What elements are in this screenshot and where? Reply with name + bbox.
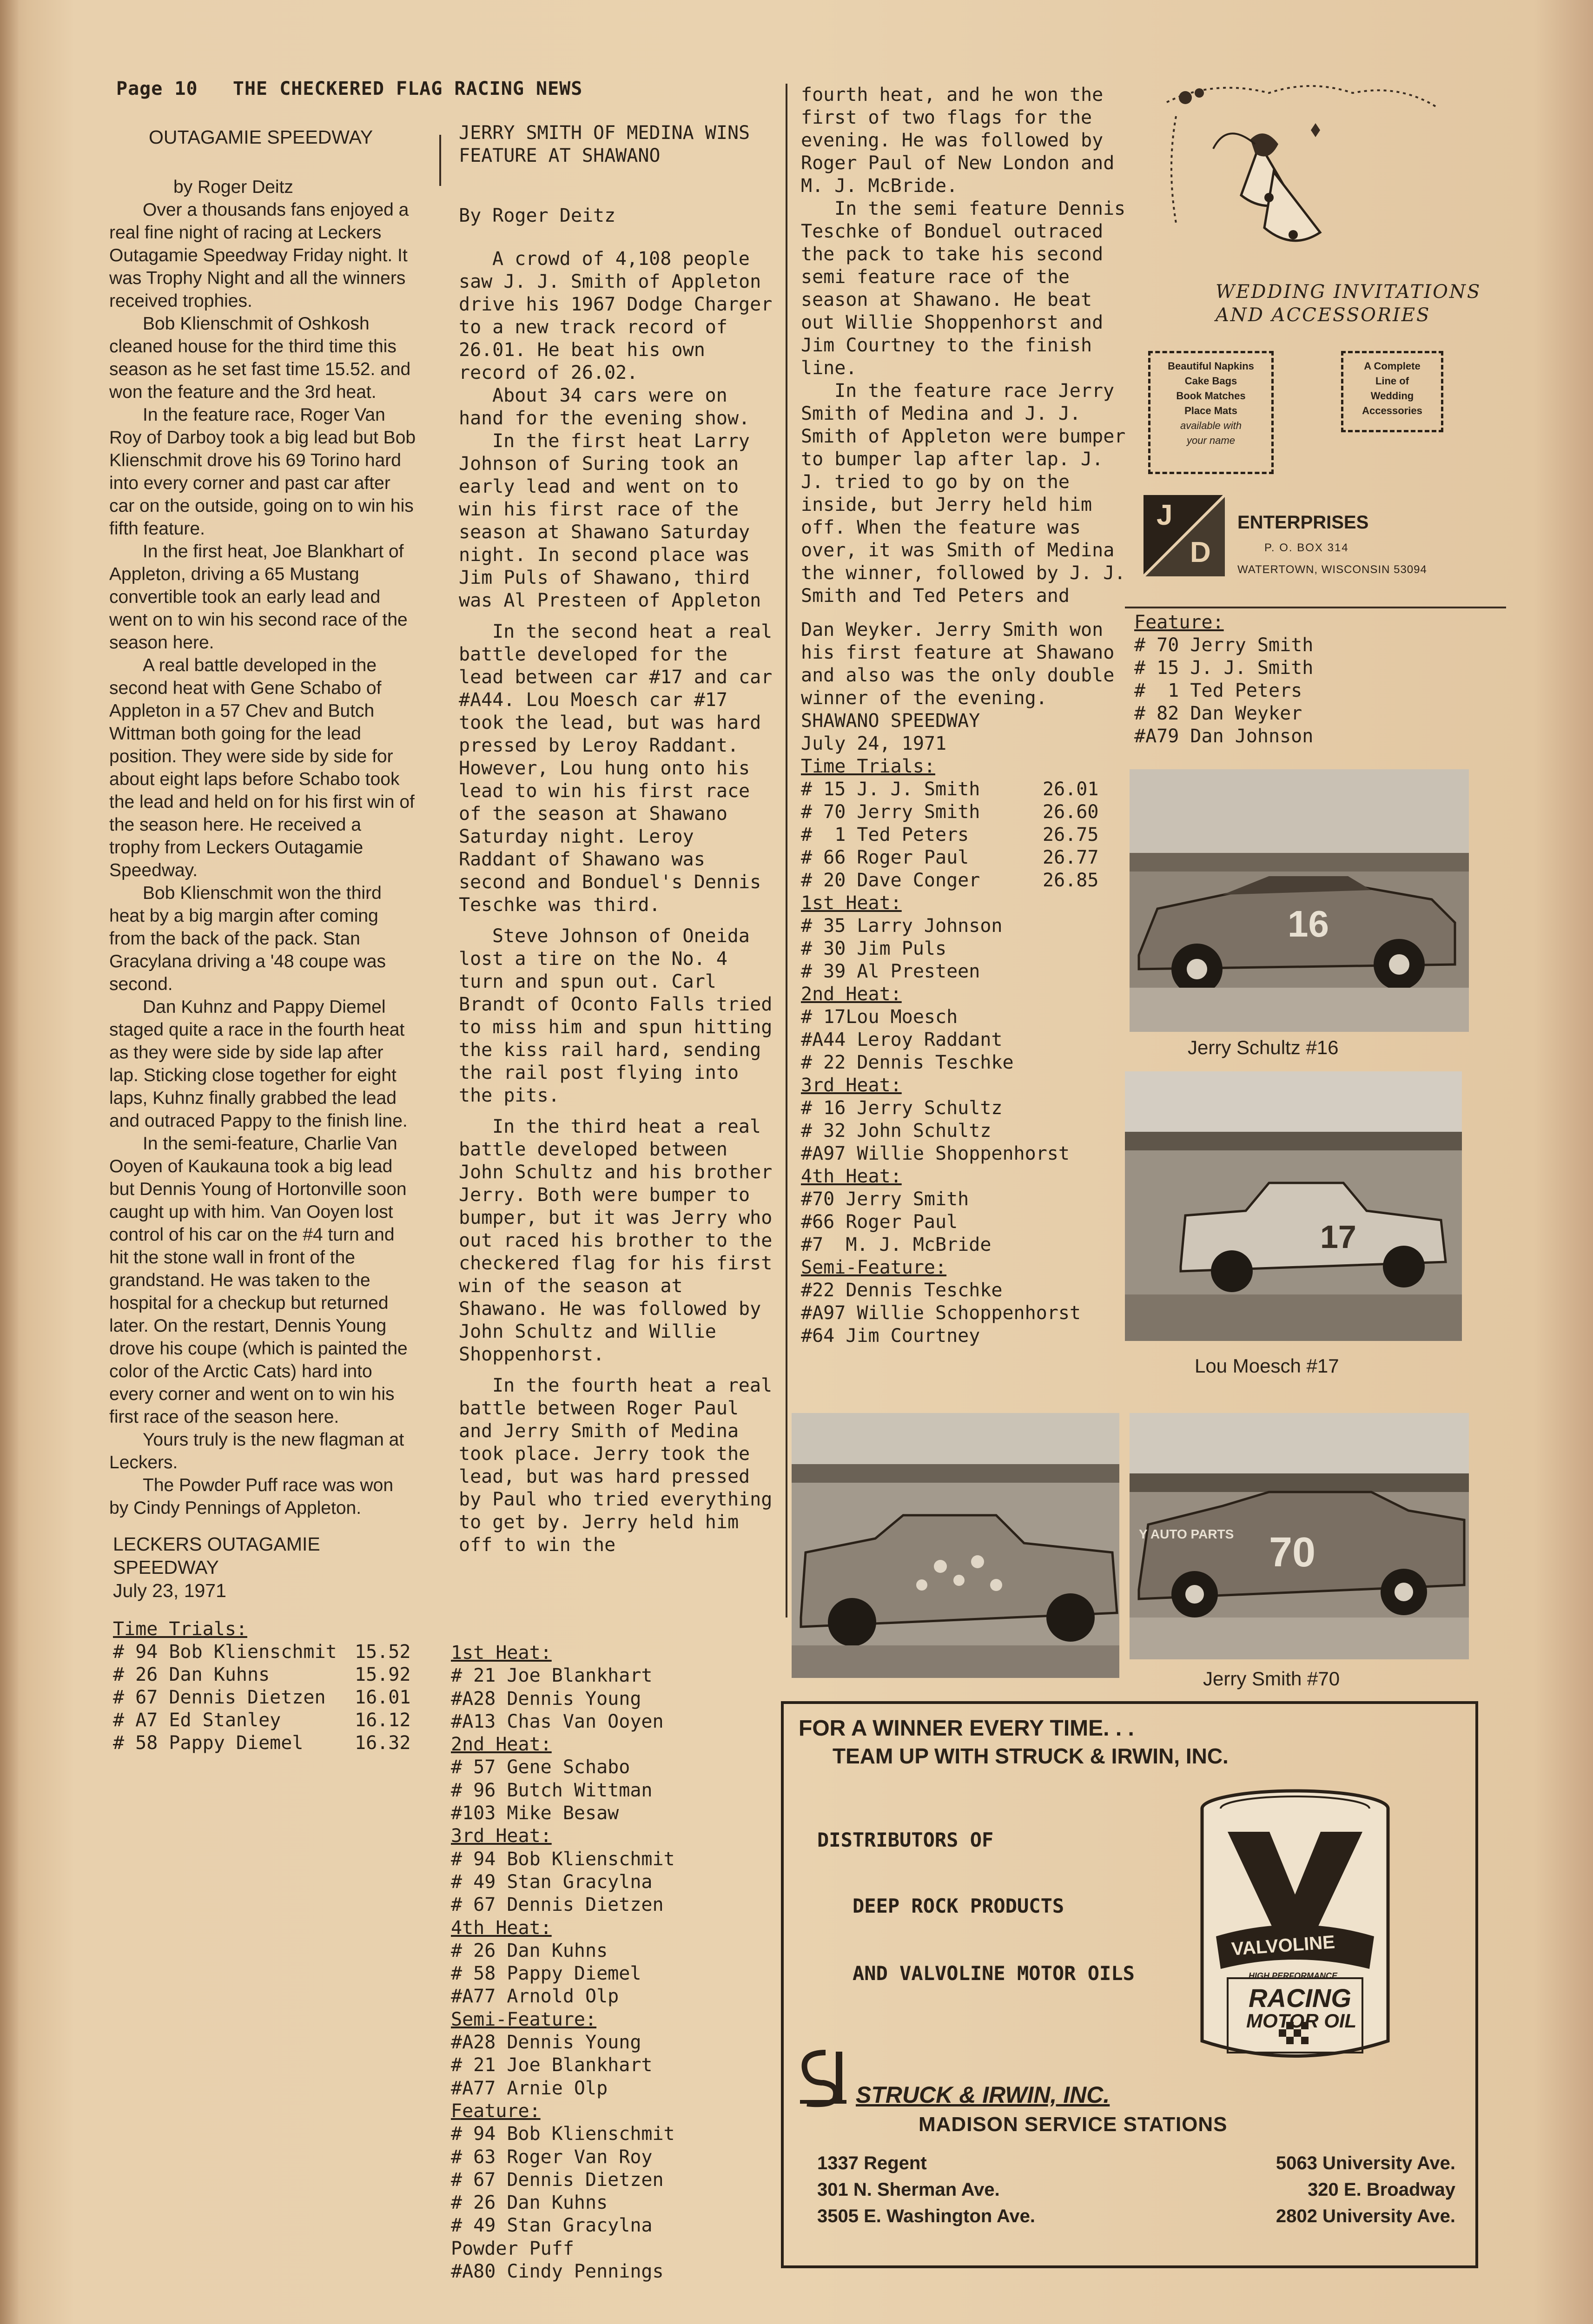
shawano-heat-results xyxy=(801,892,1126,1347)
page-header xyxy=(116,78,582,99)
results-group-label: 4th Heat: xyxy=(451,1917,552,1939)
photo-2-car-number: 17 xyxy=(1320,1219,1356,1255)
results-row: # 35 Larry Johnson xyxy=(801,915,1003,937)
wedding-ad-line1: WEDDING INVITATIONS xyxy=(1216,281,1481,303)
results-row: # 94 Bob Klienschmit xyxy=(451,1848,675,1870)
results-group-label: Powder Puff xyxy=(451,2238,574,2259)
outagamie-article xyxy=(109,125,416,1755)
results-group-label: 1st Heat: xyxy=(451,1642,552,1664)
photo-lou-moesch xyxy=(1125,1071,1462,1341)
jd-logo-d: D xyxy=(1190,536,1211,568)
shawano-results-date: July 24, 1971 xyxy=(801,733,947,754)
shawano-paragraph: In the third heat a real battle developed between John Schultz and his brother Jerry. Both were bumper to bumper, but it was Jerry who out raced his brother to the checkered flag for his first win of the season at Shawano. He was followed by John Schultz and Willie Shoppenhorst. xyxy=(459,1116,773,1365)
struck-ad-line2: DEEP ROCK PRODUCTS xyxy=(853,1895,1064,1917)
time-trial-time: 26.77 xyxy=(1043,847,1099,868)
results-row: #22 Dennis Teschke xyxy=(801,1280,1003,1301)
time-trial-entry: # 58 Pappy Diemel xyxy=(113,1732,304,1754)
struck-addresses-right xyxy=(1202,2150,1455,2230)
jd-pobox: P. O. BOX 314 xyxy=(1264,541,1349,554)
outagamie-title: OUTAGAMIE SPEEDWAY xyxy=(149,126,373,148)
photo-jerry-smith-caption: Jerry Smith #70 xyxy=(1203,1668,1340,1690)
paragraph-gap xyxy=(459,612,780,621)
results-row: # 26 Dan Kuhns xyxy=(451,2192,608,2214)
outagamie-paragraph: Bob Klienschmit of Oshkosh cleaned house for the third time this season as he set fast time 15.52. and won the feature and the 3rd heat. xyxy=(109,314,411,402)
time-trial-entry: # 15 J. J. Smith xyxy=(801,779,980,800)
shawano-paragraphs xyxy=(459,248,780,1557)
results-group-label: Semi-Feature: xyxy=(451,2008,597,2030)
results-row: # 96 Butch Wittman xyxy=(451,1779,653,1801)
valvoline-motor-oil: MOTOR OIL xyxy=(1246,2010,1357,2032)
results-row: #A13 Chas Van Ooyen xyxy=(451,1710,664,1732)
time-trial-entry: # 94 Bob Klienschmit xyxy=(113,1641,337,1663)
time-trial-row xyxy=(113,1641,416,1664)
page-number: Page 10 xyxy=(116,78,198,99)
struck-addresses-left xyxy=(817,2150,1035,2230)
results-row: # 82 Dan Weyker xyxy=(1134,703,1302,724)
time-trial-time: 15.52 xyxy=(355,1641,411,1663)
results-row: # 49 Stan Gracylna xyxy=(451,2215,653,2237)
results-row: #A44 Leroy Raddant xyxy=(801,1029,1003,1050)
shawano-paragraph-continued: Dan Weyker. Jerry Smith won his first feature at Shawano and also was the only double winner of the evening. xyxy=(801,619,1115,709)
results-row: # 21 Joe Blankhart xyxy=(451,2054,653,2076)
results-row: # 21 Joe Blankhart xyxy=(451,1665,653,1687)
paragraph-gap xyxy=(459,917,780,925)
struck-ad-line3: AND VALVOLINE MOTOR OILS xyxy=(853,1962,1135,1985)
wedding-box-line: Book Matches xyxy=(1176,390,1246,402)
results-row: # 30 Jim Puls xyxy=(801,938,947,959)
results-row: #A97 Willie Schoppenhorst xyxy=(801,1302,1081,1324)
shawano-results-title: SHAWANO SPEEDWAY xyxy=(801,710,980,732)
time-trial-entry: # 26 Dan Kuhns xyxy=(113,1664,270,1685)
outagamie-paragraph: Bob Klienschmit won the third heat by a big margin after coming from the back of the pack. Stan Gracylana driving a '48 coupe was second. xyxy=(109,883,386,994)
results-row: # 67 Dennis Dietzen xyxy=(451,2169,664,2191)
results-group-label: Feature: xyxy=(451,2100,541,2122)
time-trial-time: 15.92 xyxy=(355,1664,411,1685)
results-group-label: 1st Heat: xyxy=(801,892,902,914)
results-row: # 94 Bob Klienschmit xyxy=(451,2123,675,2145)
struck-irwin-ad xyxy=(781,1701,1478,2268)
outagamie-paragraph: In the semi-feature, Charlie Van Ooyen of Kaukauna took a big lead but Dennis Young of Hortonville soon caught up with him. Van Ooyen lost control of his car on the #4 turn and hit the stone wall in front of the grandstand. He was taken to the hospital for a checkup but returned later. On the restart, Dennis Young drove his coupe (which is painted the color of the Arctic Cats) hard into every corner and went on to win his first race of the season here. xyxy=(109,1134,408,1427)
wedding-ad xyxy=(1125,70,1506,604)
time-trial-row xyxy=(113,1732,416,1755)
address-line: 301 N. Sherman Ave. xyxy=(817,2179,1000,2200)
outagamie-paragraph: Yours truly is the new flagman at Leckers. xyxy=(109,1430,404,1472)
outagamie-paragraph: In the first heat, Joe Blankhart of Appleton, driving a 65 Mustang convertible took an early lead and went on to win his second race of the season here. xyxy=(109,541,408,653)
results-group-label: 4th Heat: xyxy=(801,1166,902,1187)
si-logo xyxy=(798,2048,849,2108)
results-row: #A97 Willie Shoppenhorst xyxy=(801,1143,1070,1164)
wedding-box-line: Accessories xyxy=(1362,405,1422,416)
photo-race-car-dirt xyxy=(792,1413,1119,1678)
photo-jerry-smith xyxy=(1130,1413,1469,1659)
results-row: # 49 Stan Gracylna xyxy=(451,1871,653,1893)
shawano-paragraph: In the first heat Larry Johnson of Suring took an early lead and went on to win his first race of the season at Shawano Saturday night. In second place was Jim Puls of Shawano, third was Al Presteen of Appleton xyxy=(459,430,761,611)
results-group-label: 2nd Heat: xyxy=(801,984,902,1005)
outagamie-paragraphs xyxy=(109,198,416,1519)
wedding-box-line: available with xyxy=(1180,420,1242,431)
shawano-paragraph: A crowd of 4,108 people saw J. J. Smith of Appleton drive his 1967 Dodge Charger to a new track record of 26.01. He beat his own record of 26.02. xyxy=(459,248,773,383)
shawano-byline: By Roger Deitz xyxy=(459,205,616,226)
results-row: # 32 John Schultz xyxy=(801,1120,991,1142)
jd-logo xyxy=(1144,495,1225,576)
time-trial-entry: # 20 Dave Conger xyxy=(801,870,980,891)
results-row: # 70 Jerry Smith xyxy=(1134,634,1314,656)
results-row: # 57 Gene Schabo xyxy=(451,1756,630,1778)
results-row: # 22 Dennis Teschke xyxy=(801,1052,1014,1073)
shawano-paragraph: About 34 cars were on hand for the evening show. xyxy=(459,385,750,429)
time-trial-time: 26.01 xyxy=(1043,779,1099,800)
time-trial-row xyxy=(801,869,1126,892)
results-row: #66 Roger Paul xyxy=(801,1211,958,1233)
results-row: #A79 Dan Johnson xyxy=(1134,726,1314,747)
results-group-label: 3rd Heat: xyxy=(801,1075,902,1096)
jd-company: ENTERPRISES xyxy=(1237,512,1369,533)
time-trial-time: 26.75 xyxy=(1043,824,1099,845)
photo-jerry-schultz xyxy=(1130,769,1469,1032)
paragraph-gap xyxy=(459,1107,780,1116)
wedding-box-line: Line of xyxy=(1375,375,1409,387)
time-trial-row xyxy=(801,778,1126,801)
time-trial-entry: # A7 Ed Stanley xyxy=(113,1710,281,1731)
results-row: #A77 Arnie Olp xyxy=(451,2077,608,2099)
column-rule-2 xyxy=(786,84,787,1618)
wedding-box-line: your name xyxy=(1187,435,1235,446)
results-row: #7 M. J. McBride xyxy=(801,1234,991,1255)
shawano-paragraph-continued: In the semi feature Dennis Teschke of Bonduel outraced the pack to take his second semi feature race of the season at Shawano. He beat out Willie Shoppenhorst and Jim Courtney to the finish line. xyxy=(801,198,1126,379)
outagamie-byline: by Roger Deitz xyxy=(173,177,293,197)
time-trial-row xyxy=(113,1664,416,1686)
results-row: # 1 Ted Peters xyxy=(1134,680,1302,701)
results-row: # 58 Pappy Diemel xyxy=(451,1963,641,1985)
results-row: #A28 Dennis Young xyxy=(451,1688,641,1710)
shawano-paragraph: Steve Johnson of Oneida lost a tire on the No. 4 turn and spun out. Carl Brandt of Oconto Falls tried to miss him and spun hitting the kiss rail hard, sending the rail post flying into the pits. xyxy=(459,925,773,1106)
outagamie-results-date: July 23, 1971 xyxy=(113,1580,226,1601)
struck-tagline: MADISON SERVICE STATIONS xyxy=(919,2113,1228,2136)
time-trial-time: 16.32 xyxy=(355,1732,411,1754)
wedding-ad-line2: AND ACCESSORIES xyxy=(1216,304,1431,326)
wedding-box-line: A Complete xyxy=(1364,360,1421,372)
results-group-label: Semi-Feature: xyxy=(801,1257,947,1278)
shawano-article xyxy=(459,122,780,1557)
photo-1-car-number: 16 xyxy=(1288,903,1329,944)
shawano-time-trials xyxy=(801,778,1126,892)
photo-4-sponsor-text: Y AUTO PARTS xyxy=(1139,1527,1234,1541)
address-line: 1337 Regent xyxy=(817,2153,927,2173)
outagamie-paragraph: The Powder Puff race was won by Cindy Pennings of Appleton. xyxy=(109,1475,394,1518)
wedding-ad-bottom-rule xyxy=(1125,607,1506,608)
results-row: # 15 J. J. Smith xyxy=(1134,657,1314,679)
shawano-title-line2: FEATURE AT SHAWANO xyxy=(459,145,661,166)
wedding-ad-box-accessories xyxy=(1341,351,1443,432)
struck-company: STRUCK & IRWIN, INC. xyxy=(856,2082,1110,2108)
outagamie-paragraph: Dan Kuhnz and Pappy Diemel staged quite a race in the fourth heat as they were side by side lap after lap. Sticking close together for eight laps, Kuhnz finally grabbed the lead and outraced Pappy to the finish line. xyxy=(109,997,408,1131)
valvoline-sub: HIGH PERFORMANCE xyxy=(1249,1971,1338,1981)
paper-name: THE CHECKERED FLAG RACING NEWS xyxy=(232,78,583,99)
time-trial-row xyxy=(801,846,1126,869)
page-fold-shadow xyxy=(0,0,19,2324)
results-row: # 39 Al Presteen xyxy=(801,961,980,982)
wedding-box-line: Beautiful Napkins xyxy=(1168,360,1254,372)
results-row: # 67 Dennis Dietzen xyxy=(451,1894,664,1916)
wedding-box-line: Cake Bags xyxy=(1184,375,1237,387)
results-row: #A28 Dennis Young xyxy=(451,2032,641,2053)
outagamie-results-title: LECKERS OUTAGAMIE SPEEDWAY xyxy=(113,1533,320,1578)
time-trial-time: 16.12 xyxy=(355,1710,411,1731)
time-trial-entry: # 70 Jerry Smith xyxy=(801,801,980,823)
struck-ad-headline1: FOR A WINNER EVERY TIME. . . xyxy=(799,1716,1134,1741)
outagamie-paragraph: In the feature race, Roger Van Roy of Darboy took a big lead but Bob Klienschmit drove his 69 Torino hard into every corner and past car after car on the outside, going on to win his fifth feature. xyxy=(109,405,416,539)
shawano-paragraph: In the second heat a real battle developed for the lead between car #17 and car #A44. Lou Moesch car #17 took the lead, but was hard pressed by Leroy Raddant. However, Lou hung onto his lead to win his first race of the season at Shawano Saturday night. Leroy Raddant of Shawano was second and Bonduel's Dennis Teschke was third. xyxy=(459,621,773,916)
time-trial-time: 26.60 xyxy=(1043,801,1099,823)
results-row: #A80 Cindy Pennings xyxy=(451,2261,664,2283)
time-trial-entry: # 1 Ted Peters xyxy=(801,824,969,845)
shawano-time-trials-label: Time Trials: xyxy=(801,756,935,777)
outagamie-paragraph: Over a thousands fans enjoyed a real fine night of racing at Leckers Outagamie Speedway Friday night. It was Trophy Night and all the winners received trophies. xyxy=(109,200,409,311)
photo-4-car-number: 70 xyxy=(1269,1529,1316,1576)
struck-ad-headline2: TEAM UP WITH STRUCK & IRWIN, INC. xyxy=(833,1744,1229,1768)
time-trial-entry: # 66 Roger Paul xyxy=(801,847,969,868)
outagamie-paragraph: A real battle developed in the second heat with Gene Schabo of Appleton in a 57 Chev and Butch Wittman both going for the lead position. They were side by side for about eight laps before Schabo took the lead and held on for his first win of the season here. He received a trophy from Leckers Outagamie Speedway. xyxy=(109,655,415,880)
address-line: 5063 University Ave. xyxy=(1276,2153,1455,2173)
photo-lou-moesch-caption: Lou Moesch #17 xyxy=(1195,1355,1339,1377)
shawano-paragraph-continued: fourth heat, and he won the first of two flags for the evening. He was followed by Roger Paul of New London and M. J. McBride. xyxy=(801,84,1115,197)
valvoline-brand: VALVOLINE xyxy=(1230,1932,1336,1960)
shawano-paragraph-continued: In the feature race Jerry Smith of Medina and J. J. Smith of Appleton were bumper to bumper lap after lap. J. J. tried to go by on the inside, but Jerry held him off. When the feature was over, it was Smith of Medina the winner, followed by J. J. Smith and Ted Peters and xyxy=(801,380,1126,607)
results-group-label: 3rd Heat: xyxy=(451,1825,552,1847)
valvoline-racing: RACING xyxy=(1249,1983,1351,2013)
results-row: # 17Lou Moesch xyxy=(801,1006,958,1028)
photo-jerry-schultz-caption: Jerry Schultz #16 xyxy=(1188,1037,1339,1058)
results-row: # 63 Roger Van Roy xyxy=(451,2146,653,2168)
valvoline-can xyxy=(1195,1788,1395,2067)
time-trial-time: 26.85 xyxy=(1043,870,1099,891)
shawano-paragraph: In the fourth heat a real battle between Roger Paul and Jerry Smith of Medina took place. Jerry took the lead, but was hard pressed by Paul who tried everything to get by. Jerry held him off to win the xyxy=(459,1375,773,1556)
results-row: #70 Jerry Smith xyxy=(801,1188,969,1210)
time-trial-time: 16.01 xyxy=(355,1687,411,1708)
address-line: 2802 University Ave. xyxy=(1276,2206,1455,2226)
wedding-ad-box-napkins xyxy=(1148,351,1274,474)
shawano-title-line1: JERRY SMITH OF MEDINA WINS xyxy=(459,122,750,144)
column-rule-1 xyxy=(439,135,441,186)
shawano-feature-label: Feature: xyxy=(1134,612,1224,633)
wedding-box-line: Place Mats xyxy=(1184,405,1237,416)
paragraph-gap xyxy=(801,607,1126,619)
jd-city: WATERTOWN, WISCONSIN 53094 xyxy=(1237,563,1427,576)
time-trial-row xyxy=(801,801,1126,824)
paragraph-gap xyxy=(459,1366,780,1374)
outagamie-time-trials xyxy=(113,1641,416,1755)
results-row: # 26 Dan Kuhns xyxy=(451,1940,608,1961)
outagamie-results xyxy=(451,1642,776,2283)
time-trial-row xyxy=(113,1686,416,1709)
results-row: #64 Jim Courtney xyxy=(801,1325,980,1347)
results-row: #103 Mike Besaw xyxy=(451,1802,619,1824)
results-group-label: 2nd Heat: xyxy=(451,1734,552,1756)
wedding-box-line: Wedding xyxy=(1370,390,1414,402)
shawano-article-continued xyxy=(801,84,1126,1347)
results-row: #A77 Arnold Olp xyxy=(451,1986,619,2007)
time-trial-row xyxy=(113,1709,416,1732)
time-trial-entry: # 67 Dennis Dietzen xyxy=(113,1687,326,1708)
outagamie-time-trials-label: Time Trials: xyxy=(113,1618,247,1640)
time-trial-row xyxy=(801,824,1126,846)
shawano-feature-results xyxy=(1134,611,1460,748)
struck-ad-line1: DISTRIBUTORS OF xyxy=(817,1829,994,1851)
jd-logo-j: J xyxy=(1157,499,1173,531)
results-row: # 16 Jerry Schultz xyxy=(801,1097,1003,1119)
address-line: 320 E. Broadway xyxy=(1308,2179,1455,2200)
address-line: 3505 E. Washington Ave. xyxy=(817,2206,1036,2226)
